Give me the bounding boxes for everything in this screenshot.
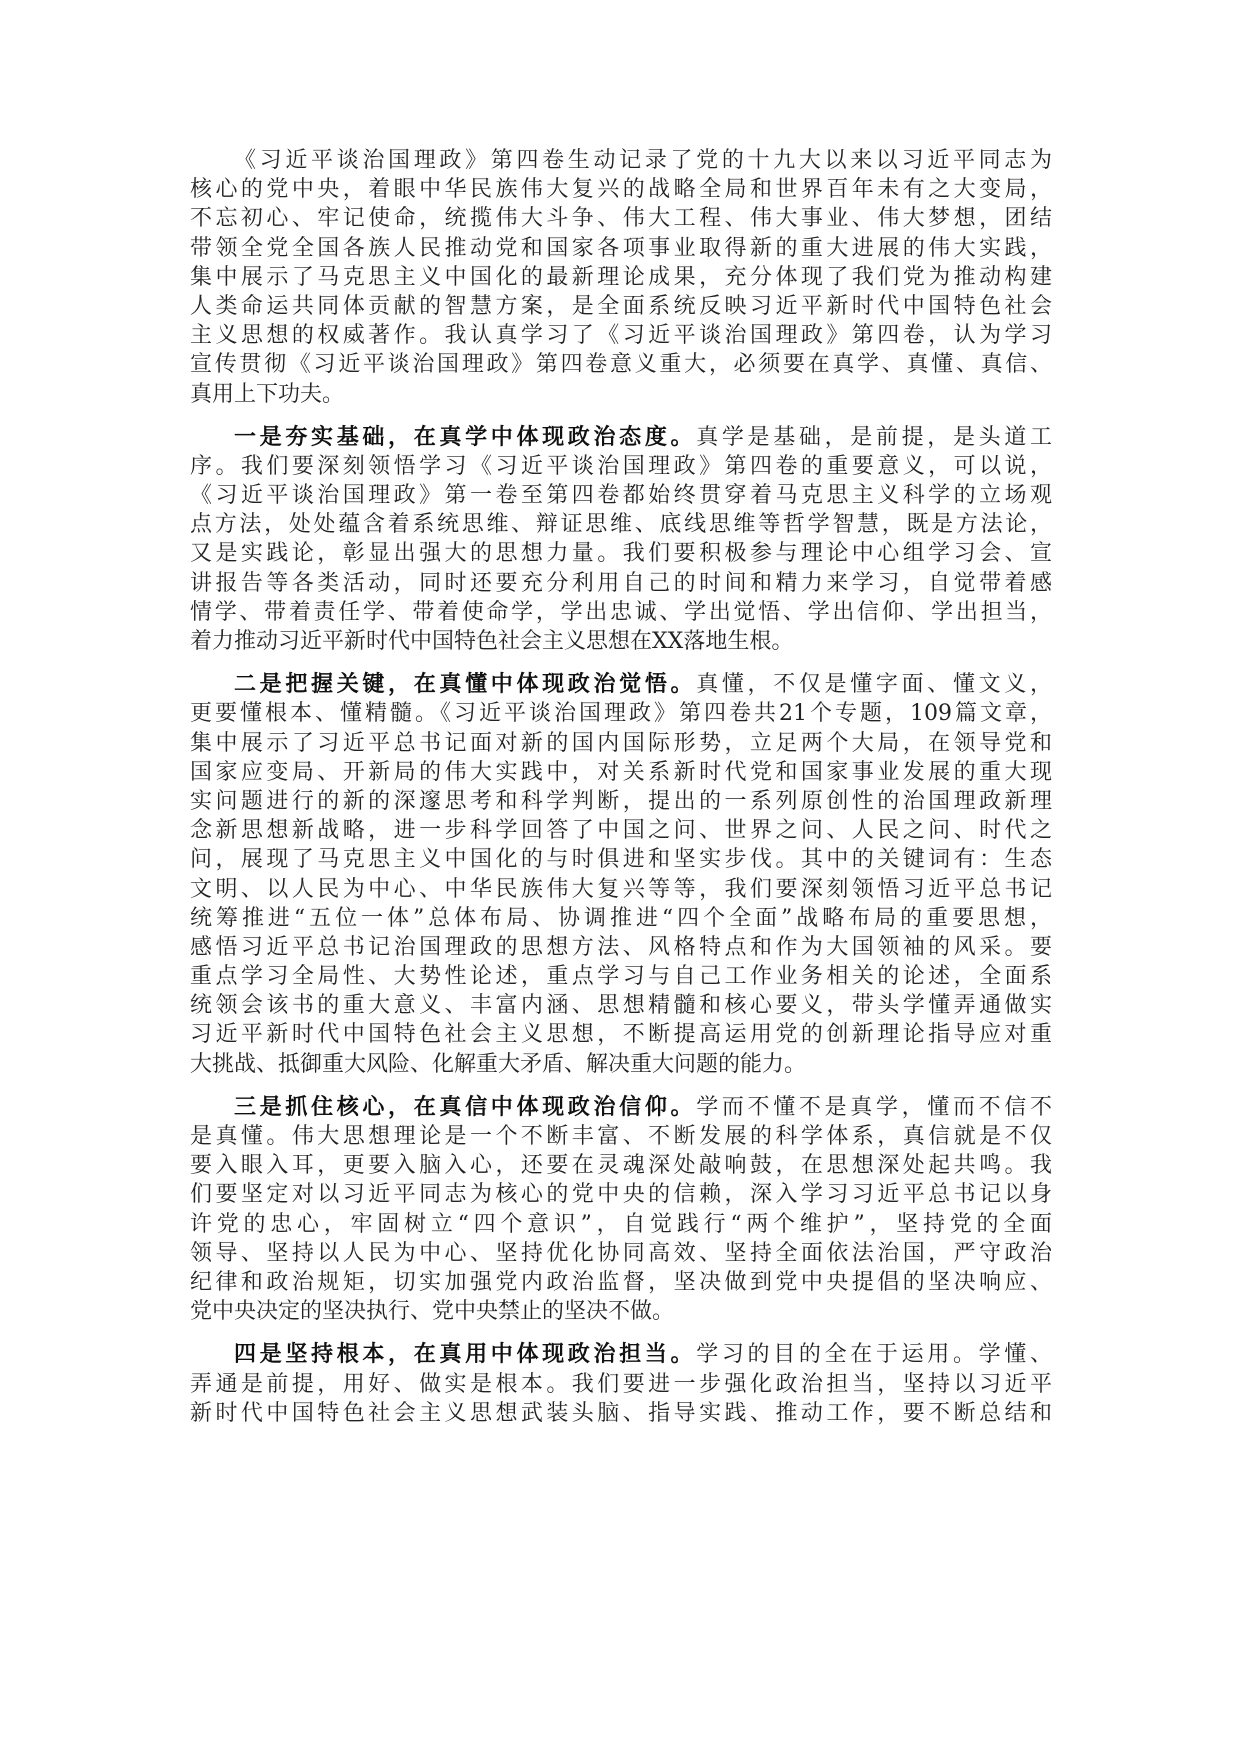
paragraph-lead-heading: 三是抓住核心，在真信中体现政治信仰。: [234, 1093, 697, 1120]
text-line: [190, 321, 1052, 350]
text-line: [190, 146, 1052, 175]
text-line: [190, 1370, 1052, 1399]
text-line: [190, 452, 1052, 481]
text-line: [190, 991, 1052, 1020]
line-text: 感悟习近平总书记治国理政的思想方法、风格特点和作为大国领袖的风采。要: [190, 934, 1052, 960]
line-text: 习近平新时代中国特色社会主义思想，不断提高运用党的创新理论指导应对重: [190, 1022, 1052, 1048]
line-text: 统领会该书的重大意义、丰富内涵、思想精髓和核心要义，带头学懂弄通做实: [190, 993, 1052, 1019]
line-text: 统筹推进“五位一体”总体布局、协调推进“四个全面”战略布局的重要思想，: [190, 905, 1052, 931]
line-text: 集中展示了习近平总书记面对新的国内国际形势，立足两个大局，在领导党和: [190, 730, 1052, 756]
text-line: [190, 816, 1052, 845]
text-line: [190, 1093, 1052, 1122]
text-line: [190, 845, 1052, 874]
text-line: [190, 699, 1052, 728]
text-line: [190, 933, 1052, 962]
text-line: [190, 1297, 1052, 1326]
text-line: [190, 1268, 1052, 1297]
text-line: [190, 670, 1052, 699]
line-text: 真懂，不仅是懂字面、懂文义，: [696, 672, 1052, 698]
line-text: 领导、坚持以人民为中心、坚持优化协同高效、坚持全面依法治国，严守政治: [190, 1240, 1052, 1266]
line-text: 着力推动习近平新时代中国特色社会主义思想在XX落地生根。: [190, 629, 794, 654]
line-text: 学而不懂不是真学，懂而不信不: [696, 1094, 1052, 1120]
text-line: [190, 1340, 1052, 1369]
line-text: 重点学习全局性、大势性论述，重点学习与自己工作业务相关的论述，全面系: [190, 964, 1052, 990]
text-line: [190, 204, 1052, 233]
text-line: [190, 627, 1052, 656]
text-line: [190, 729, 1052, 758]
text-line: [190, 569, 1052, 598]
text-line: [190, 904, 1052, 933]
text-line: [190, 539, 1052, 568]
line-text: 情学、带着责任学、带着使命学，学出忠诚、学出觉悟、学出信仰、学出担当，: [190, 599, 1052, 625]
line-text: 宣传贯彻《习近平谈治国理政》第四卷意义重大，必须要在真学、真懂、真信、: [190, 352, 1052, 378]
line-text: 带领全党全国各族人民推动党和国家各项事业取得新的重大进展的伟大实践，: [190, 235, 1052, 261]
line-text: 《习近平谈治国理政》第四卷生动记录了党的十九大以来以习近平同志为: [234, 148, 1052, 173]
line-text: 又是实践论，彰显出强大的思想力量。我们要积极参与理论中心组学习会、宣: [190, 541, 1052, 567]
line-text: 党中央决定的坚决执行、党中央禁止的坚决不做。: [190, 1299, 675, 1325]
text-line: [190, 598, 1052, 627]
line-text: 序。我们要深刻领悟学习《习近平谈治国理政》第四卷的重要意义，可以说，: [190, 453, 1052, 479]
paragraph: [190, 1340, 1052, 1428]
text-line: [190, 234, 1052, 263]
line-text: 要入眼入耳，更要入脑入心，还要在灵魂深处敲响鼓，在思想深处起共鸣。我: [190, 1153, 1052, 1179]
line-text: 问，展现了马克思主义中国化的与时俱进和坚实步伐。其中的关键词有：生态: [190, 847, 1052, 873]
line-text: 念新思想新战略，进一步科学回答了中国之问、世界之问、人民之问、时代之: [190, 818, 1052, 844]
line-text: 弄通是前提，用好、做实是根本。我们要进一步强化政治担当，坚持以习近平: [190, 1371, 1052, 1397]
line-text: 点方法，处处蕴含着系统思维、辩证思维、底线思维等哲学智慧，既是方法论，: [190, 512, 1052, 538]
line-text: 真用上下功夫。: [190, 381, 345, 407]
paragraph: [190, 1093, 1052, 1327]
text-line: [190, 292, 1052, 321]
line-text: 纪律和政治规矩，切实加强党内政治监督，坚决做到党中央提倡的坚决响应、: [190, 1269, 1052, 1295]
text-line: [190, 423, 1052, 452]
text-line: [190, 875, 1052, 904]
line-text: 实问题进行的新的深邃思考和科学判断，提出的一系列原创性的治国理政新理: [190, 788, 1052, 814]
line-text: 新时代中国特色社会主义思想武装头脑、指导实践、推动工作，要不断总结和: [190, 1400, 1052, 1426]
line-text: 学习的目的全在于运用。学懂、: [696, 1342, 1052, 1368]
line-text: 大挑战、抵御重大风险、化解重大矛盾、解决重大问题的能力。: [190, 1051, 807, 1077]
line-text: 不忘初心、牢记使命，统揽伟大斗争、伟大工程、伟大事业、伟大梦想，团结: [190, 206, 1052, 232]
line-text: 文明、以人民为中心、中华民族伟大复兴等等，我们要深刻领悟习近平总书记: [190, 876, 1052, 902]
line-text: 们要坚定对以习近平同志为核心的党中央的信赖，深入学习习近平总书记以身: [190, 1182, 1052, 1208]
line-text: 核心的党中央，着眼中华民族伟大复兴的战略全局和世界百年未有之大变局，: [190, 177, 1052, 203]
line-text: 《习近平谈治国理政》第一卷至第四卷都始终贯穿着马克思主义科学的立场观: [190, 483, 1052, 509]
line-text: 集中展示了马克思主义中国化的最新理论成果，充分体现了我们党为推动构建: [190, 264, 1052, 290]
text-line: [190, 1239, 1052, 1268]
paragraph-lead-heading: 二是把握关键，在真懂中体现政治觉悟。: [234, 671, 697, 698]
text-line: [190, 1151, 1052, 1180]
text-line: [190, 350, 1052, 379]
text-line: [190, 1122, 1052, 1151]
text-line: [190, 1020, 1052, 1049]
text-line: [190, 175, 1052, 204]
paragraph: [190, 670, 1052, 1079]
paragraph-lead-heading: 四是坚持根本，在真用中体现政治担当。: [234, 1341, 697, 1368]
text-line: [190, 787, 1052, 816]
line-text: 人类命运共同体贡献的智慧方案，是全面系统反映习近平新时代中国特色社会: [190, 293, 1052, 319]
text-line: [190, 1210, 1052, 1239]
text-line: [190, 1050, 1052, 1079]
line-text: 是真懂。伟大思想理论是一个不断丰富、不断发展的科学体系，真信就是不仅: [190, 1124, 1052, 1149]
paragraph: [190, 423, 1052, 657]
text-line: [190, 380, 1052, 409]
text-line: [190, 962, 1052, 991]
line-text: 许党的忠心，牢固树立“四个意识”，自觉践行“两个维护”，坚持党的全面: [190, 1211, 1052, 1237]
line-text: 主义思想的权威著作。我认真学习了《习近平谈治国理政》第四卷，认为学习: [190, 323, 1052, 349]
text-line: [190, 1399, 1052, 1428]
line-text: 更要懂根本、懂精髓。《习近平谈治国理政》第四卷共21个专题，109篇文章，: [190, 701, 1052, 727]
text-line: [190, 1180, 1052, 1209]
document-page: [190, 146, 1052, 1442]
text-line: [190, 758, 1052, 787]
text-line: [190, 481, 1052, 510]
paragraph-lead-heading: 一是夯实基础，在真学中体现政治态度。: [234, 423, 697, 450]
paragraph: [190, 146, 1052, 409]
line-text: 国家应变局、开新局的伟大实践中，对关系新时代党和国家事业发展的重大现: [190, 759, 1052, 785]
line-text: 真学是基础，是前提，是头道工: [696, 424, 1052, 450]
text-line: [190, 510, 1052, 539]
text-line: [190, 263, 1052, 292]
line-text: 讲报告等各类活动，同时还要充分利用自己的时间和精力来学习，自觉带着感: [190, 570, 1052, 596]
